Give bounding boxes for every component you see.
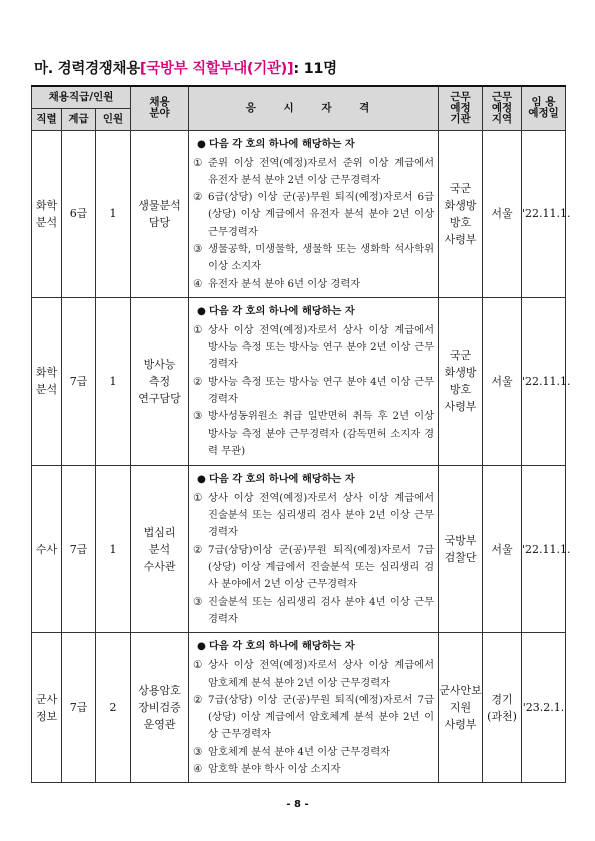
item-text: 생물공학, 미생물학, 생물학 또는 생화학 석사학위 이상 소지자	[208, 242, 435, 273]
qualification-intro-text: 다음 각 호의 하나에 해당하는 자	[209, 473, 355, 485]
heading-prefix: 마. 경력경쟁채용	[34, 61, 140, 77]
item-number: ①	[193, 156, 203, 169]
item-text: 상사 이상 전역(예정)자로서 상사 이상 계급에서 진술분석 또는 심리생리 검사 분야 2년 이상 근무경력자	[208, 491, 435, 539]
item-number: ①	[193, 323, 203, 336]
cell-region: 서울	[483, 297, 522, 465]
section-heading	[34, 57, 337, 78]
cell-grade: 7급	[62, 465, 96, 632]
header-grade: 계급	[62, 108, 96, 130]
header-qualification: 응 시 자 격	[189, 86, 439, 130]
item-text: 암호체계 분석 분야 4년 이상 근무경력자	[208, 745, 391, 758]
cell-agency: 국방부 검찰단	[439, 465, 483, 632]
qualification-intro-text: 다음 각 호의 하나에 해당하는 자	[209, 138, 355, 150]
cell-qualification	[189, 633, 439, 783]
item-text: 7급(상당) 이상 군(공)무원 퇴직(예정)자로서 7급(상당) 이상 계급에서 암호체계 분석 분야 2년 이상 근무경력자	[208, 693, 435, 741]
cell-date: '23.2.1.	[522, 633, 566, 783]
qualification-item	[193, 542, 434, 594]
cell-date: '22.11.1.	[522, 130, 566, 297]
header-field: 채용 분야	[131, 86, 189, 130]
item-number: ②	[193, 191, 203, 204]
header-date: 임 용 예정일	[522, 86, 566, 130]
header-group: 채용직급/인원	[32, 86, 131, 108]
heading-suffix: : 11명	[293, 61, 337, 77]
item-text: 암호학 분야 학사 이상 소지자	[208, 763, 341, 776]
cell-agency: 국군 화생방 방호 사령부	[439, 297, 483, 465]
cell-agency: 군사안보 지원 사령부	[439, 633, 483, 783]
item-text: 7급(상당)이상 군(공)무원 퇴직(예정)자로서 7급(상당) 이상 계급에서 진술분석 또는 심리생리 검사 분야에서 2년 이상 근무경력자	[208, 543, 435, 591]
cell-qualification	[189, 130, 439, 297]
qualification-item	[193, 744, 434, 761]
item-text: 준위 이상 전역(예정)자로서 준위 이상 계급에서 유전자 분석 분야 2년 이상 근무경력자	[208, 156, 435, 186]
item-number: ②	[193, 693, 203, 706]
bullet-icon: ●	[197, 641, 206, 653]
item-text: 상사 이상 전역(예정)자로서 상사 이상 계급에서 암호체계 분석 분야 2년 이상 근무경력자	[208, 659, 435, 689]
cell-count: 2	[96, 633, 131, 783]
header-region: 근무 예정 지역	[483, 86, 522, 130]
table-row	[32, 130, 566, 297]
cell-qualification	[189, 297, 439, 465]
qualification-item	[193, 657, 434, 692]
cell-grade: 6급	[62, 130, 96, 297]
qualification-item	[193, 692, 434, 744]
item-number: ②	[193, 543, 203, 556]
item-number: ③	[193, 595, 203, 608]
cell-job: 수사	[32, 465, 62, 632]
cell-region: 경기 (과천)	[483, 633, 522, 783]
cell-count: 1	[96, 297, 131, 465]
header-agency: 근무 예정 기관	[439, 86, 483, 130]
cell-grade: 7급	[62, 633, 96, 783]
item-number: ④	[193, 763, 203, 776]
qualification-intro	[197, 470, 434, 485]
cell-field: 생물분석 담당	[131, 130, 189, 297]
qualification-item	[193, 155, 434, 190]
bullet-icon: ●	[197, 305, 206, 317]
recruitment-table	[31, 85, 571, 783]
table-row	[32, 465, 566, 632]
item-number: ③	[193, 745, 203, 758]
cell-count: 1	[96, 465, 131, 632]
qualification-item	[193, 490, 434, 542]
item-text: 방사능 측정 또는 방사능 연구 분야 4년 이상 근무경력자	[208, 375, 435, 406]
qualification-item	[193, 322, 434, 374]
cell-region: 서울	[483, 130, 522, 297]
qualification-intro-text: 다음 각 호의 하나에 해당하는 자	[209, 305, 355, 317]
heading-highlight: [국방부 직할부대(기관)]	[139, 61, 294, 77]
item-number: ①	[193, 491, 203, 504]
qualification-intro	[197, 135, 434, 150]
table-row	[32, 633, 566, 783]
item-text: 6급(상당) 이상 군(공)무원 퇴직(예정)자로서 6급(상당) 이상 계급에서 유전자 분석 분야 2년 이상 근무경력자	[208, 191, 435, 238]
item-number: ③	[193, 410, 203, 423]
cell-qualification	[189, 465, 439, 632]
cell-job: 화학 분석	[32, 297, 62, 465]
cell-job: 화학 분석	[32, 130, 62, 297]
cell-field: 방사능 측정 연구담당	[131, 297, 189, 465]
qualification-intro	[197, 302, 434, 317]
qualification-item	[193, 276, 434, 293]
table-row	[32, 297, 566, 465]
bullet-icon: ●	[197, 138, 206, 150]
header-job: 직렬	[32, 108, 62, 130]
item-text: 진술분석 또는 심리생리 검사 분야 4년 이상 근무경력자	[208, 595, 435, 625]
item-text: 방사성동위원소 취급 일반면허 취득 후 2년 이상 방사능 측정 분야 근무경력자 (감독면허 소지자 경력 무관)	[208, 410, 435, 457]
qualification-item	[193, 594, 434, 629]
item-number: ④	[193, 277, 203, 290]
header-count: 인원	[96, 108, 131, 130]
cell-field: 법심리 분석 수사관	[131, 465, 189, 632]
cell-date: '22.11.1.	[522, 297, 566, 465]
qualification-intro	[197, 637, 434, 652]
cell-job: 군사 정보	[32, 633, 62, 783]
cell-grade: 7급	[62, 297, 96, 465]
cell-field: 상용암호 장비검증 운영관	[131, 633, 189, 783]
qualification-item	[193, 241, 434, 276]
bullet-icon: ●	[197, 473, 206, 485]
qualification-item	[193, 374, 434, 409]
qualification-item	[193, 408, 434, 460]
item-text: 상사 이상 전역(예정)자로서 상사 이상 계급에서 방사능 측정 또는 방사능 연구 분야 2년 이상 근무경력자	[208, 323, 435, 371]
qualification-item	[193, 189, 434, 241]
item-number: ①	[193, 659, 203, 672]
cell-date: '22.11.1.	[522, 465, 566, 632]
cell-count: 1	[96, 130, 131, 297]
cell-region: 서울	[483, 465, 522, 632]
qualification-item	[193, 761, 434, 778]
item-text: 유전자 분석 분야 6년 이상 경력자	[208, 277, 361, 290]
item-number: ②	[193, 375, 203, 388]
cell-agency: 국군 화생방 방호 사령부	[439, 130, 483, 297]
page-number: - 8 -	[286, 799, 309, 810]
qualification-intro-text: 다음 각 호의 하나에 해당하는 자	[209, 641, 355, 653]
item-number: ③	[193, 242, 203, 255]
